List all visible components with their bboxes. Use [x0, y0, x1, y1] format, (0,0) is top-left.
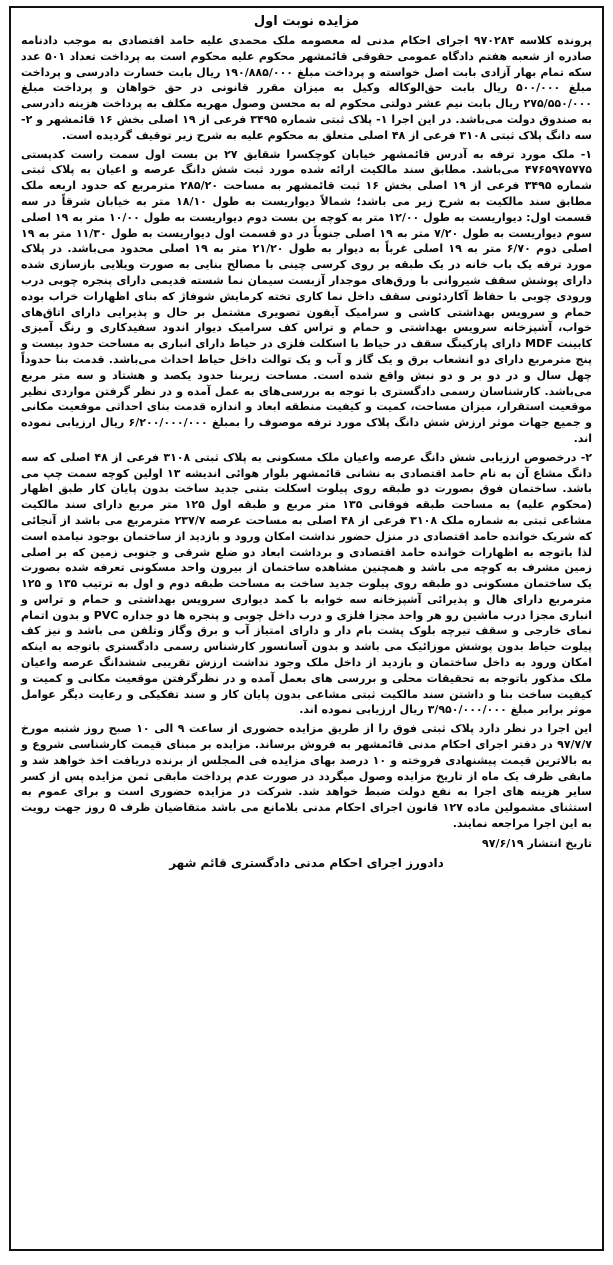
auction-notice [9, 6, 604, 1251]
publish-date: تاریخ انتشار ۹۷/۶/۱۹ [482, 836, 592, 850]
property-2-description: ۲- درخصوص ارزیابی شش دانگ عرصه واعیان ملک مسکونی به پلاک ثبتی ۳۱۰۸ فرعی از ۴۸ اصلی که سه دانگ مشاع آن به نام حامد اقتصادی به نشانی قائمشهر بلوار هوائی اندیشه ۱۳ اولین کوچه سمت چپ می باشد. ساختمان فوق بصورت دو طبقه روی پیلوت اسکلت بتنی جدید ساخت بدون پایان کار طبق اظهار (محکوم علیه) به مساحت طبقه فوقانی ۱۳۵ متر مربع و طبقه اول ۱۲۵ متر مربع دارای سند مالکیت مشاعی ثبتی به شماره ملک ۳۱۰۸ فرعی از ۴۸ اصلی به مساحت عرصه ۲۳۷/۷ مترمربع می باشد از آنجائی که شریک خوانده حامد اقتصادی در منزل حضور نداشت امکان ورود و بازدید از ساختمان بوجود نیامده است لذا باتوجه به اظهارات خوانده حامد اقتصادی و برداشت ابعاد دو ضلع شرقی و جنوبی زمین که بر اصلی زمین مشرف به کوچه می باشد و همچنین مشاهده ساختمان از بیرون واحد مسکونی تعرفه شده بصورت یک ساختمان مسکونی دو طبقه روی پیلوت جدید ساخت به مساحت طبقه دوم و اول به ترتیب ۱۳۵ و ۱۲۵ مترمربع دارای هال و پذیرائی آشپزخانه سه خوابه با کمد دیواری سرویس بهداشتی و حمام و تراس و انباری مجزا درب ماشین رو هر واحد مجزا فلزی و درب داخل چوبی و پنجره ها دو جداره PVC و بدون اتمام نمای خارجی و سقف تیرچه بلوک پشت بام دار و دارای امتیاز آب و برق وگاز وتلفن می باشد و نیز کف پیلوت حیاط بدون پوشش موزائیک می باشد و بدون آسانسور کارشناس رسمی دادگستری باتوجه به اینکه امکان ورود به داخل ساختمان و بازدید از داخل ملک وجود نداشت ارزش تقریبی ششدانگ عرصه واعیان ملک مذکور باتوجه به تحقیقات محلی و بررسی های بعمل آمده و در نظرگرفتن موقعیت مکانی و کمیت و کیفیت ساخت بنا و داشتن سند مالکیت ثبتی مشاعی بدون پایان کار و سند تفکیکی و رعایت دیگر عوامل موثر برابر مبلغ ۳/۹۵۰/۰۰۰/۰۰۰ ریال ارزیابی نموده اند. [21, 450, 593, 717]
property-1-description: ۱- ملک مورد ترفه به آدرس قائمشهر خیابان کوچکسرا شقایق ۲۷ بن بست اول سمت راست کدپستی ۴۷۶۵۹۷۵۷۷۵ می‌باشد. مطابق سند مالکیت ارائه شده مورد ثبت شش دانگ عرصه و اعیان به پلاک ثبتی شماره ۳۴۹۵ فرعی از ۱۹ اصلی بخش ۱۶ ثبت قائمشهر به مساحت ۲۸۵/۲۰ مترمربع که حدود اربعه ملک مطابق سند مالکیت به شرح زیر می باشد؛ شمالاً دیواریست به طول ۱۸/۱۰ متر به خیابان شرقاً در سه قسمت اول: دیواریست به طول ۱۲/۰۰ متر به کوچه بن بست دوم دیواریست به طول ۱۰/۰۰ متر به ۱۹ اصلی سوم دیواریست به طول ۷/۲۰ متر به ۱۹ اصلی جنوباً در دو قسمت اول دیواریست به طول ۱۱/۳۰ متر به ۱۹ اصلی دوم ۶/۷۰ متر به ۱۹ اصلی غرباً به دیوار به طول ۲۱/۲۰ متر به ۱۹ اصلی محدود می‌باشد. در پلاک مورد ترفه یک باب خانه در یک طبقه بر روی کرسی چینی با مصالح بنایی به صورت ویلایی بازسازی شده دارای پوشش سقف شیروانی با ورق‌های موجدار آزبست سیمان نما شسته قدیمی دارای پنجره چوبی درب ورودی چوبی با حفاظ آکاردئونی سقف داخل نما کاری تخته کرمایش شوفاژ که بنای اظهارات خراب بوده حمام و سرویس بهداشتی کاشی و سرامیک آیفون تصویری مشتمل بر حال و پذیرایی دارای اتاق‌های خواب، آشپزخانه سرویس بهداشتی و حمام و تراس کف سرامیک دیوار اندود سفیدکاری و رنگ آمیزی کابینت MDF دارای پارکینگ سقف در حیاط با اسکلت فلزی در حیاط دارای انباری به مساحت حدود بیست و پنج مترمربع دارای دو انشعاب برق و یک گاز و آب و یک توالت داخل حیاط احداث می‌باشد. قدمت بنا حدوداً چهل سال و در دو بر و دو نبش واقع شده است. مساحت زیربنا حدود یکصد و هشتاد و سه متر مربع می‌باشد. کارشناسان رسمی دادگستری با توجه به بررسی‌های به عمل آمده و در نظر گرفتن مواردی نظیر موقعیت استقرار، میزان مساحت، کمیت و کیفیت منطقه ابعاد و اندازه قدمت بنای احداثی موقعیت مکانی و جمیع جهات موثر ارزش شش دانگ پلاک مورد ترفه موصوف را بمبلغ ۶/۲۰۰/۰۰۰/۰۰۰ ریال ارزیابی نموده اند. [21, 147, 593, 445]
notice-title: مزایده نوبت اول [253, 14, 360, 29]
case-intro-paragraph: پرونده کلاسه ۹۷۰۲۸۴ اجرای احکام مدنی له معصومه ملک محمدی علیه حامد اقتصادی به موجب دادنامه صادره از شعبه هفتم دادگاه عمومی حقوقی قائمشهر محکوم علیه محکوم است به پرداخت تعداد ۵۰۱ عدد سکه تمام بهار آزادی بابت اصل خواسته و پرداخت مبلغ ۱۹۰/۸۸۵/۰۰۰ ریال بابت خسارت دادرسی و پرداخت مبلغ ۵۰۰/۰۰۰ ریال بابت حق‌الوکاله وکیل به میزان مقرر قانونی در حق خواهان و پرداخت مبلغ ۲۷۵/۵۵۰/۰۰۰ ریال بابت نیم عشر دولتی محکوم له به محسن وصول مهریه مکلف به پرداخت هزینه دادرسی به صندوق دولت می‌باشد. در این اجرا ۱- پلاک ثبتی شماره ۳۴۹۵ فرعی از ۱۹ اصلی بخش ۱۶ قائمشهر و ۲- سه دانگ پلاک ثبتی ۳۱۰۸ فرعی از ۴۸ اصلی متعلق به محکوم علیه به شرح زیر توقیف گردیده است. [21, 34, 593, 142]
signature-line: دادورز اجرای احکام مدنی دادگستری قائم شهر [169, 855, 444, 870]
auction-terms-paragraph: این اجرا در نظر دارد پلاک ثبتی فوق را از طریق مزایده حضوری از ساعت ۹ الی ۱۰ صبح روز شنبه مورخ ۹۷/۷/۷ در دفتر اجرای احکام مدنی قائمشهر به فروش برساند. مزایده بر مبنای قیمت کارشناسی شروع و به بالاترین قیمت پیشنهادی فروخته و ۱۰ درصد بهای مزایده فی المجلس از برنده دریافت اخذ خواهد شد و مابقی ظرف یک ماه از تاریخ مزایده وصول میگردد در صورت عدم پرداخت مابقی ثمن مزایده پس از کسر سایر هزینه های اجرا به نفع دولت ضبط خواهد شد. شرکت در مزایده حضوری است و برای عموم به استثنای مشمولین ماده ۱۲۷ قانون اجرای احکام مدنی بلامانع می باشد متقاضیان ظرف ۵ روز جهت رویت به این اجرا مراجعه نمایند. [21, 722, 592, 831]
